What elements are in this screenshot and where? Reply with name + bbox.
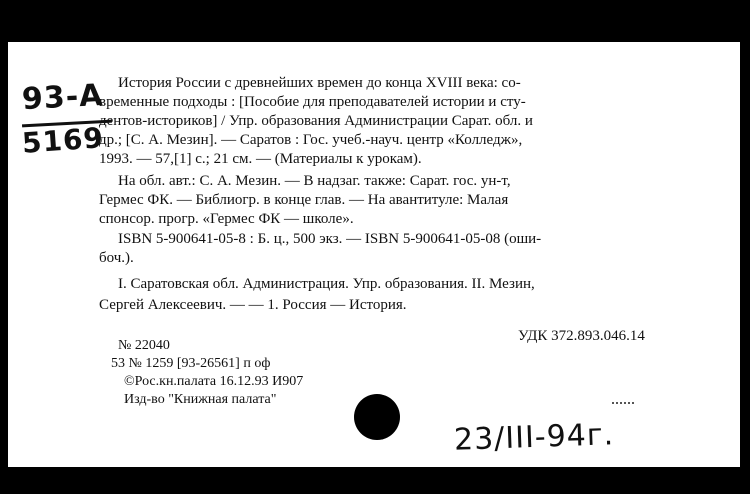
note-line: Гермес ФК. — Библиогр. в конце глав. — На авантитуле: Малая [99,192,509,208]
note-line: На обл. авт.: С. А. Мезин. — В надзаг. также: Сарат. гос. ун-т, [118,173,511,189]
tracing-line: Сергей Алексеевич. — — 1. Россия — История. [99,297,407,313]
shelfmark-line-1: 93-А [21,77,105,118]
main-line: др.; [С. А. Мезин]. — Саратов : Гос. учеб.-науч. центр «Колледж», [99,132,523,148]
registry-line: ©Рос.кн.палата 16.12.93 И907 [124,374,304,389]
isbn-line: ISBN 5-900641-05-8 : Б. ц., 500 экз. — ISBN 5-900641-05-08 (оши- [118,231,542,247]
handwritten-date: 23/III-94г. [453,417,615,458]
pencil-mark [612,402,634,418]
main-line: 1993. — 57,[1] с.; 21 см. — (Материалы к урокам). [99,151,422,167]
udk-code: УДК 372.893.046.14 [518,328,645,344]
main-line: История России с древнейших времен до конца XVIII века: со- [118,75,521,91]
registry-line: Изд-во "Книжная палата" [124,392,277,407]
registry-line: № 22040 [118,338,170,353]
shelfmark-line-2: 5169 [20,121,105,160]
registry-line: 53 № 1259 [93-26561] п оф [111,356,271,371]
main-line: временные подходы : [Пособие для преподавателей истории и сту- [99,94,526,110]
ink-stamp [354,394,400,440]
main-line: дентов-историков] / Упр. образования Администрации Сарат. обл. и [99,113,533,129]
isbn-line: боч.). [99,250,134,266]
tracing-line: I. Саратовская обл. Администрация. Упр. образования. II. Мезин, [118,276,535,292]
catalog-card [8,42,740,467]
note-line: спонсор. прогр. «Гермес ФК — школе». [99,211,354,227]
